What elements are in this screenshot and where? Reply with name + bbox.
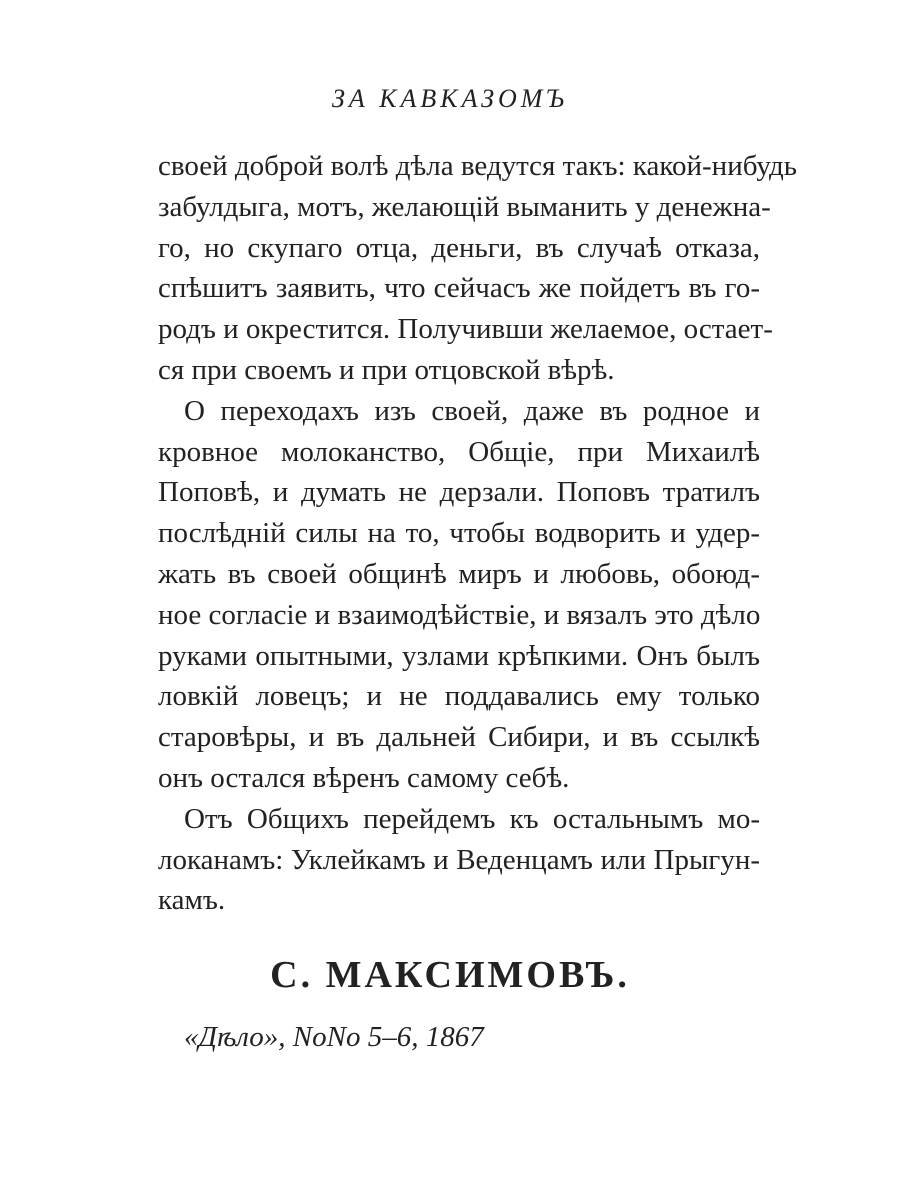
- paragraph-2: [158, 391, 760, 799]
- text-line: послѣдній силы на то, чтобы водворить и удер-: [158, 517, 760, 550]
- text-line: Отъ Общихъ перейдемъ къ остальнымъ мо-: [184, 802, 760, 835]
- source-citation: «Дѣло», NoNo 5–6, 1867: [184, 1021, 484, 1053]
- running-head: ЗА КАВКАЗОМЪ: [332, 84, 568, 113]
- text-line: Поповѣ, и думать не дерзали. Поповъ тратилъ: [158, 476, 760, 509]
- text-line: го, но скупаго отца, деньги, въ случаѣ отказа,: [158, 231, 760, 264]
- text-line: родъ и окрестится. Получивши желаемое, остает-: [158, 313, 773, 346]
- text-line: старовѣры, и въ дальней Сибири, и въ ссылкѣ: [158, 721, 760, 754]
- paragraph-1: [158, 146, 798, 391]
- text-line: жать въ своей общинѣ миръ и любовь, обоюд-: [158, 557, 760, 590]
- text-line: кровное молоканство, Общіе, при Михаилѣ: [158, 435, 760, 468]
- text-line: О переходахъ изъ своей, даже въ родное и: [184, 394, 760, 427]
- text-line: ное согласіе и взаимодѣйствіе, и вязалъ это дѣло: [158, 598, 761, 631]
- text-line: ся при своемъ и при отцовской вѣрѣ.: [158, 353, 615, 386]
- text-line: спѣшитъ заявить, что сейчасъ же пойдетъ въ го-: [158, 272, 760, 305]
- body-text: [158, 146, 798, 921]
- paragraph-3: [158, 799, 760, 921]
- text-line: камъ.: [158, 884, 226, 917]
- text-line: своей доброй волѣ дѣла ведутся такъ: какой-нибудь: [158, 150, 798, 182]
- text-line: онъ остался вѣренъ самому себѣ.: [158, 761, 570, 794]
- author-signature: С. МАКСИМОВЪ.: [270, 954, 630, 996]
- text-line: локанамъ: Уклейкамъ и Веденцамъ или Прыгун-: [158, 843, 760, 876]
- text-line: ловкій ловецъ; и не поддавались ему только: [158, 680, 760, 713]
- text-line: руками опытными, узлами крѣпкими. Онъ былъ: [158, 639, 760, 672]
- text-line: забулдыга, мотъ, желающій выманить у денежна-: [158, 190, 771, 223]
